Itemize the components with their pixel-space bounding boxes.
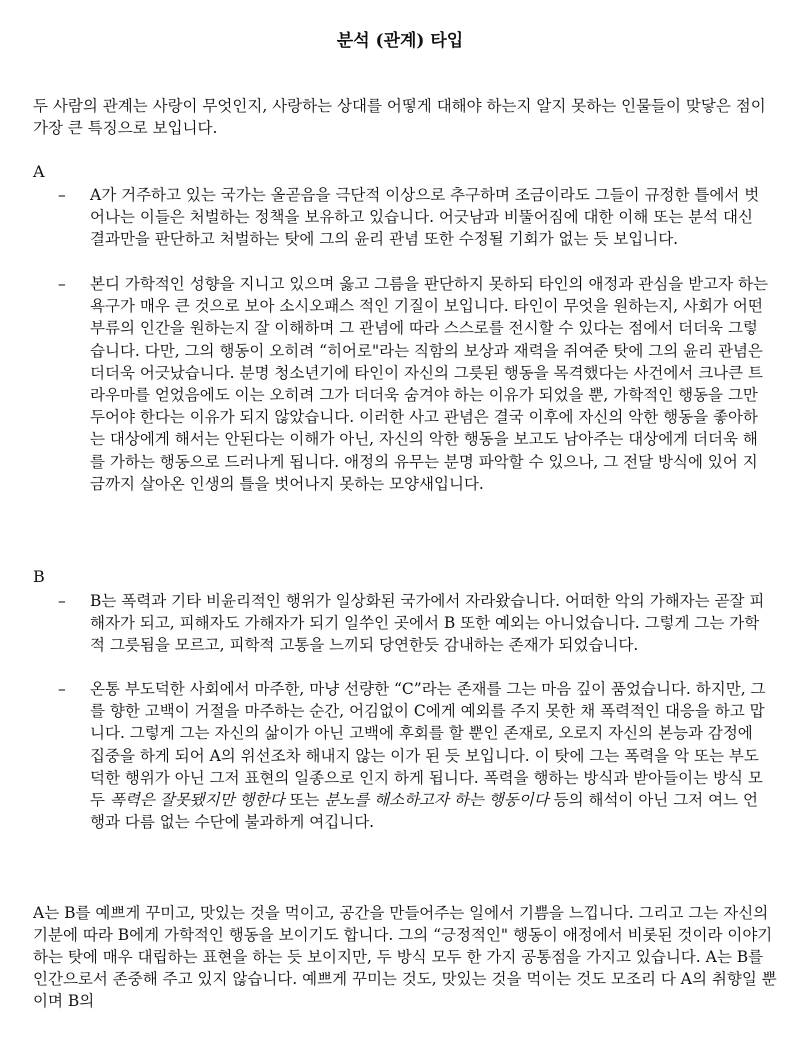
section-a-item-2: 본디 가학적인 성향을 지니고 있으며 옳고 그름을 판단하지 못하되 타인의 애정과 관심을 받고자 하는 욕구가 매우 큰 것으로 보아 소시오패스 적인 기질이 보입니다. 타인이 무엇을 원하는지, 사회가 어떤 부류의 인간을 원하는지 잘 이해하며 그 관념에 따라 스스로를 전시할 수 있다는 점에서 더더욱 그렇습니다. 다만, 그의 행동이 오히려 “히어로"라는 직함의 보상과 재력을 쥐여준 탓에 그의 윤리 관념은 더더욱 어긋났습니다. 분명 청소년기에 타인이 자신의 그릇된 행동을 목격했다는 사건에서 크나큰 트라우마를 얻었음에도 이는 오히려 그가 더더욱 숨겨야 하는 이유가 되었을 뿐, 가학적인 행동을 그만두어야 한다는 이유가 되지 않았습니다. 이러한 사고 관념은 결국 이후에 자신의 악한 행동을 좋아하는 대상에게 해서는 안된다는 이해가 아닌, 자신의 악한 행동을 보고도 남아주는 대상에게 더더욱 해를 가하는 행동으로 드러나게 됩니다. 애정의 유무는 분명 파악할 수 있으나, 그 전달 방식에 있어 지금까지 살아온 인생의 틀을 벗어나지 못하는 모양새입니다. <box>90 275 768 493</box>
bullet-marker: – <box>58 275 66 293</box>
bullet-marker: – <box>58 680 66 698</box>
bullet-marker: – <box>58 186 66 204</box>
section-b-item-2-text: 온통 부도덕한 사회에서 마주한, 마냥 선량한 “C”라는 존재를 그는 마음 깊이 품었습니다. 하지만, 그를 향한 고백이 거절을 마주하는 순간, 어김없이 C에게 예외를 주지 못한 채 폭력적인 대응을 하고 맙니다. 그렇게 그는 자신의 삶이가 아닌 고백에 후회를 할 뿐인 존재로, 오로지 자신의 본능과 감정에 집중을 하게 되어 A의 위선조차 해내지 않는 이가 된 듯 보입니다. 이 탓에 그는 폭력을 악 또는 부도덕한 행위가 아닌 그저 표현의 일종으로 인지 하게 됩니다. 폭력을 행하는 방식과 받아들이는 방식 모두 <box>90 680 766 810</box>
section-b-item-2 <box>90 678 770 833</box>
section-a-item-1: A가 거주하고 있는 국가는 올곧음을 극단적 이상으로 추구하며 조금이라도 그들이 규정한 틀에서 벗어나는 이들은 처벌하는 정책을 보유하고 있습니다. 어긋남과 비뚤어짐에 대한 이해 또는 분석 대신 결과만을 판단하고 처벌하는 탓에 그의 윤리 관념 또한 수정될 기회가 없는 듯 보입니다. <box>90 186 760 249</box>
italic-phrase: 폭력은 잘못됐지만 행한다 <box>109 791 285 810</box>
page-title: 분석 (관계) 타입 <box>336 31 464 51</box>
section-b-item-2-text: 또는 <box>284 791 325 810</box>
italic-phrase: 분노를 해소하고자 하는 행동이다 <box>324 791 549 810</box>
intro-paragraph: 두 사람의 관계는 사랑이 무엇인지, 사랑하는 상대를 어떻게 대해야 하는지 알지 못하는 인물들이 맞닿은 점이 가장 큰 특징으로 보입니다. <box>33 97 766 137</box>
section-b-item-2-text: 등의 해석이 아닌 그저 여느 언행과 다름 없는 수단에 불과하게 여깁니다. <box>90 791 758 832</box>
section-b-label: B <box>33 567 45 586</box>
bullet-marker: – <box>58 592 66 610</box>
closing-paragraph: A는 B를 예쁘게 꾸미고, 맛있는 것을 먹이고, 공간을 만들어주는 일에서 기쁨을 느낍니다. 그리고 그는 자신의 기분에 따라 B에게 가학적인 행동을 보이기도 합니다. 그의 “긍정적인" 행동이 애정에서 비롯된 것이라 이야기하는 탓에 매우 대립하는 표현을 하는 듯 보이지만, 두 방식 모두 한 가지 공통점을 가지고 있습니다. A는 B를 인간으로서 존중해 주고 있지 않습니다. 예쁘게 꾸미는 것도, 맛있는 것을 먹이는 것도 모조리 다 A의 취향일 뿐이며 B의 <box>33 904 777 1010</box>
section-a-label: A <box>33 162 45 181</box>
section-b-item-1: B는 폭력과 기타 비윤리적인 행위가 일상화된 국가에서 자라왔습니다. 어떠한 악의 가해자는 곧잘 피해자가 되고, 피해자도 가해자가 되기 일쑤인 곳에서 B 또한 예외는 아니었습니다. 그렇게 그는 가학적 그릇됨을 모르고, 피학적 고통을 느끼되 당연한듯 감내하는 존재가 되었습니다. <box>90 592 765 655</box>
